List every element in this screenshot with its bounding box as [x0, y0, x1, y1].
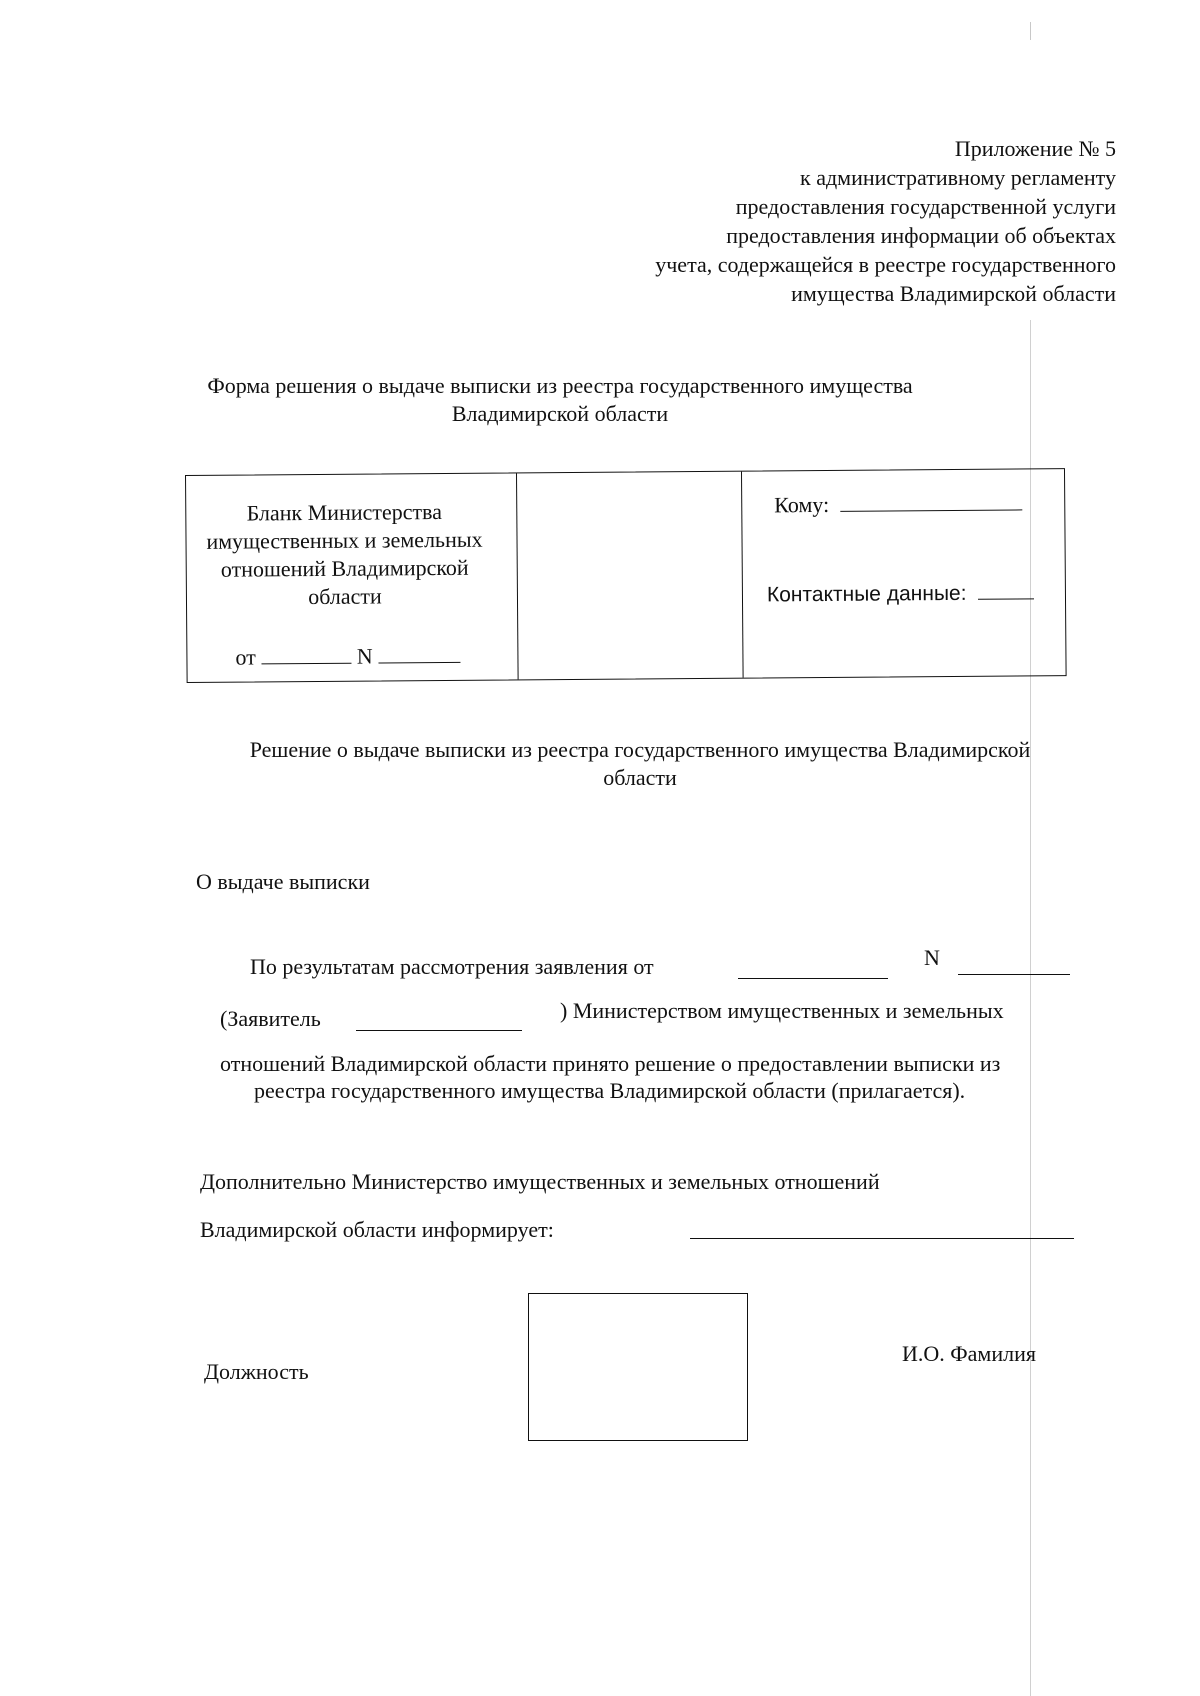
body-line: ) Министерством имущественных и земельных — [560, 998, 1004, 1023]
applicant-label: (Заявитель — [220, 1006, 321, 1031]
decision-title-line: Решение о выдаче выписки из реестра государственного имущества Владимирской — [249, 737, 1031, 762]
table-divider — [516, 473, 519, 679]
appendix-line: Приложение № 5 — [954, 136, 1116, 161]
appendix-line: предоставления информации об объектах — [726, 223, 1116, 248]
date-field[interactable] — [261, 645, 351, 665]
number-label: N — [356, 643, 373, 669]
appendix-line: предоставления государственной услуги — [735, 194, 1116, 219]
recipient-field[interactable] — [841, 491, 1023, 511]
appendix-line: к административному регламенту — [800, 165, 1116, 190]
application-date-field[interactable] — [738, 978, 888, 979]
number-field[interactable] — [378, 644, 460, 664]
additional-line: Дополнительно Министерство имущественных и земельных отношений — [200, 1169, 880, 1194]
blank-line: области — [308, 583, 382, 610]
header-table — [185, 468, 1067, 683]
signature-box[interactable] — [528, 1293, 748, 1441]
position-label: Должность — [204, 1359, 309, 1384]
from-label: от — [235, 644, 256, 670]
application-number-field[interactable] — [958, 974, 1070, 975]
blank-line: отношений Владимирской — [220, 554, 469, 582]
name-label: И.О. Фамилия — [902, 1341, 1036, 1366]
appendix-line: имущества Владимирской области — [791, 281, 1116, 306]
additional-info-field[interactable] — [690, 1238, 1074, 1239]
body-line: отношений Владимирской области принято решение о предоставлении выписки из — [220, 1051, 1001, 1076]
applicant-field[interactable] — [356, 1030, 522, 1031]
additional-line: Владимирской области информирует: — [200, 1217, 554, 1242]
blank-line: имущественных и земельных — [206, 526, 483, 554]
blank-line: Бланк Министерства — [246, 498, 443, 526]
decision-title — [200, 736, 1080, 792]
body-number-label: N — [924, 945, 940, 970]
form-title — [180, 372, 940, 428]
blank-date-number — [235, 642, 460, 672]
ministry-blank-title — [194, 498, 495, 612]
contact-label: Контактные данные: — [766, 581, 967, 607]
body-line: реестра государственного имущества Владимирской области (прилагается). — [254, 1078, 966, 1103]
appendix-line: учета, содержащейся в реестре государственного — [655, 252, 1116, 277]
appendix-header — [655, 134, 1116, 308]
decision-title-line: области — [603, 765, 677, 790]
recipient-block — [774, 489, 1023, 519]
contact-block — [767, 579, 1035, 609]
to-label: Кому: — [774, 491, 830, 518]
table-divider — [741, 472, 744, 678]
body-line: По результатам рассмотрения заявления от — [250, 954, 654, 979]
contact-field[interactable] — [978, 580, 1034, 599]
form-title-line: Форма решения о выдаче выписки из реестра государственного имущества — [207, 373, 913, 398]
scan-edge-mark — [1030, 22, 1031, 40]
subject-line: О выдаче выписки — [196, 869, 370, 894]
form-title-line: Владимирской области — [451, 401, 669, 426]
